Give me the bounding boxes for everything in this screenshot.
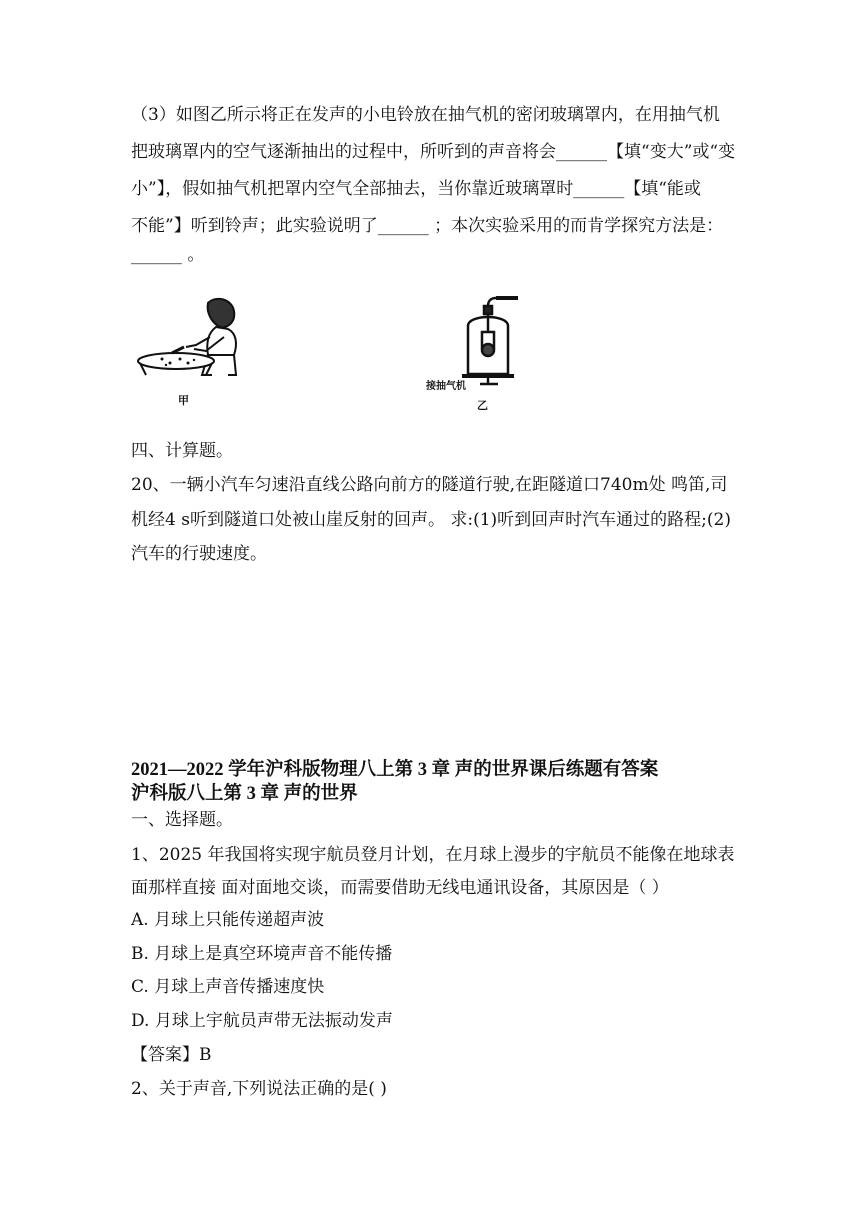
q1-answer: 【答案】B	[131, 1045, 212, 1065]
q3-line-1: （3）如图乙所示将正在发声的小电铃放在抽气机的密闭玻璃罩内，在用抽气机	[131, 105, 720, 125]
figure-yi-caption: 乙	[477, 400, 488, 412]
figure-jia	[136, 293, 246, 385]
q3-line-3: 小”】，假如抽气机把罩内空气全部抽去，当你靠近玻璃罩时______【填“能或	[131, 179, 701, 199]
q1-line-2: 面那样直接 面对面地交谈，而需要借助无线电通讯设备，其原因是（ ）	[131, 878, 669, 898]
q3-line-4: 不能”】听到铃声；此实验说明了______ ；本次实验采用的而肯学探究方法是：	[131, 216, 724, 236]
q20-line-1: 20、一辆小汽车匀速沿直线公路向前方的隧道行驶,在距隧道口740m处 鸣笛,司	[131, 475, 728, 495]
section1-heading: 一、选择题。	[131, 810, 233, 830]
q3-line-2: 把玻璃罩内的空气逐渐抽出的过程中，所听到的声音将会______【填“变大”或“变	[131, 142, 736, 162]
q1-option-a: A. 月球上只能传递超声波	[131, 910, 325, 930]
q1-option-b: B. 月球上是真空环境声音不能传播	[131, 944, 393, 964]
q1-line-1: 1、2025 年我国将实现宇航员登月计划，在月球上漫步的宇航员不能像在地球表	[131, 845, 735, 865]
q20-line-3: 汽车的行驶速度。	[131, 544, 267, 564]
q3-line-5: ______ 。	[131, 245, 205, 265]
doc-subtitle: 沪科版八上第 3 章 声的世界	[131, 784, 358, 804]
q20-line-2: 机经4 s听到隧道口处被山崖反射的回声。 求:(1)听到回声时汽车通过的路程;(2)	[131, 510, 731, 530]
figure-yi-label: 接抽气机	[426, 381, 466, 392]
figure-jia-caption: 甲	[178, 395, 189, 407]
q2-stem: 2、关于声音,下列说法正确的是( )	[131, 1079, 387, 1099]
q1-option-d: D. 月球上宇航员声带无法振动发声	[131, 1011, 393, 1031]
drum-person-illustration	[136, 293, 246, 385]
doc-title: 2021—2022 学年沪科版物理八上第 3 章 声的世界课后练题有答案	[131, 760, 659, 780]
section4-heading: 四、计算题。	[131, 441, 233, 461]
q1-option-c: C. 月球上声音传播速度快	[131, 977, 325, 997]
